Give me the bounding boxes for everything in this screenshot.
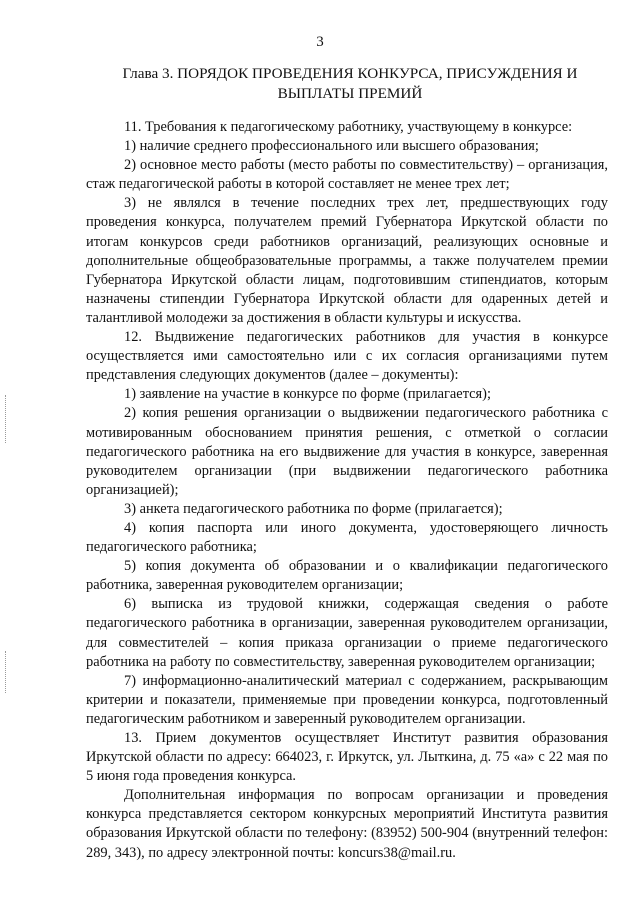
scan-margin-mark-top — [5, 395, 6, 443]
paragraph-document-5: 5) копия документа об образовании и о квалификации педагогического работника, заверенная руководителем организации; — [86, 558, 608, 594]
paragraph-nomination-intro: 12. Выдвижение педагогических работников для участия в конкурсе осуществляется ими самостоятельно или с их согласия организациями путем представления следующих документов (далее – документы): — [86, 329, 608, 384]
paragraph-document-2: 2) копия решения организации о выдвижении педагогического работника с мотивированным обоснованием принятия решения, с отметкой о согласии педагогического работника на его выдвижение для участия в конкурсе, заверенная руководителем организации (при выдвижении педагогического работника организацией); — [86, 405, 608, 498]
scan-margin-mark-bottom — [5, 651, 6, 693]
chapter-title-line-2: ВЫПЛАТЫ ПРЕМИЙ — [277, 85, 423, 102]
paragraph-requirement-3: 3) не являлся в течение последних трех лет, предшествующих году проведения конкурса, получателем премий Губернатора Иркутской области по итогам конкурсов среди работников организаций, реализующих основные и дополнительные общеобразовательные программы, а также получателем премии Губернатора Иркутской области лицам, подготовившим стипендиатов, которым назначены стипендии Губернатора Иркутской области для одаренных детей и талантливой молодежи за достижения в области культуры и искусства. — [86, 195, 608, 326]
chapter-title-line-1: Глава 3. ПОРЯДОК ПРОВЕДЕНИЯ КОНКУРСА, ПРИСУЖДЕНИЯ И — [122, 65, 578, 82]
document-body — [86, 118, 608, 863]
paragraph-document-3: 3) анкета педагогического работника по форме (прилагается); — [124, 500, 503, 517]
paragraph-document-6: 6) выписка из трудовой книжки, содержащая сведения о работе педагогического работника в организации, заверенная руководителем организации, для совместителей – копия приказа организации о приеме педагогического работника на работу по совместительству, заверенная руководителем организации; — [86, 596, 608, 670]
paragraph-document-4: 4) копия паспорта или иного документа, удостоверяющего личность педагогического работника; — [86, 519, 608, 556]
paragraph-document-1: 1) заявление на участие в конкурсе по форме (прилагается); — [124, 386, 491, 403]
page-number: 3 — [316, 34, 324, 50]
paragraph-requirement-1: 1) наличие среднего профессионального или высшего образования; — [124, 138, 539, 155]
paragraph-submission: 13. Прием документов осуществляет Институт развития образования Иркутской области по адресу: 664023, г. Иркутск, ул. Лыткина, д. 75 «а» с 22 мая по 5 июня года проведения конкурса. — [86, 730, 608, 785]
chapter-title — [100, 64, 600, 104]
paragraph-document-7: 7) информационно-аналитический материал с содержанием, раскрывающим критерии и показатели, применяемые при проведении конкурса, подготовленный педагогическим работником и заверенный руководителем организации. — [86, 672, 608, 727]
paragraph-contact-info: Дополнительная информация по вопросам организации и проведения конкурса представляется сектором конкурсных мероприятий Института развития образования Иркутской области по телефону: (83952) 500-904 (внутренний телефон: 289, 343), по адресу электронной почты: koncurs38@mail.ru. — [86, 787, 608, 861]
paragraph-requirements-intro: 11. Требования к педагогическому работнику, участвующему в конкурсе: — [124, 119, 573, 135]
paragraph-requirement-2: 2) основное место работы (место работы по совместительству) – организация, стаж педагогической работы в которой составляет не менее трех лет; — [86, 157, 608, 193]
